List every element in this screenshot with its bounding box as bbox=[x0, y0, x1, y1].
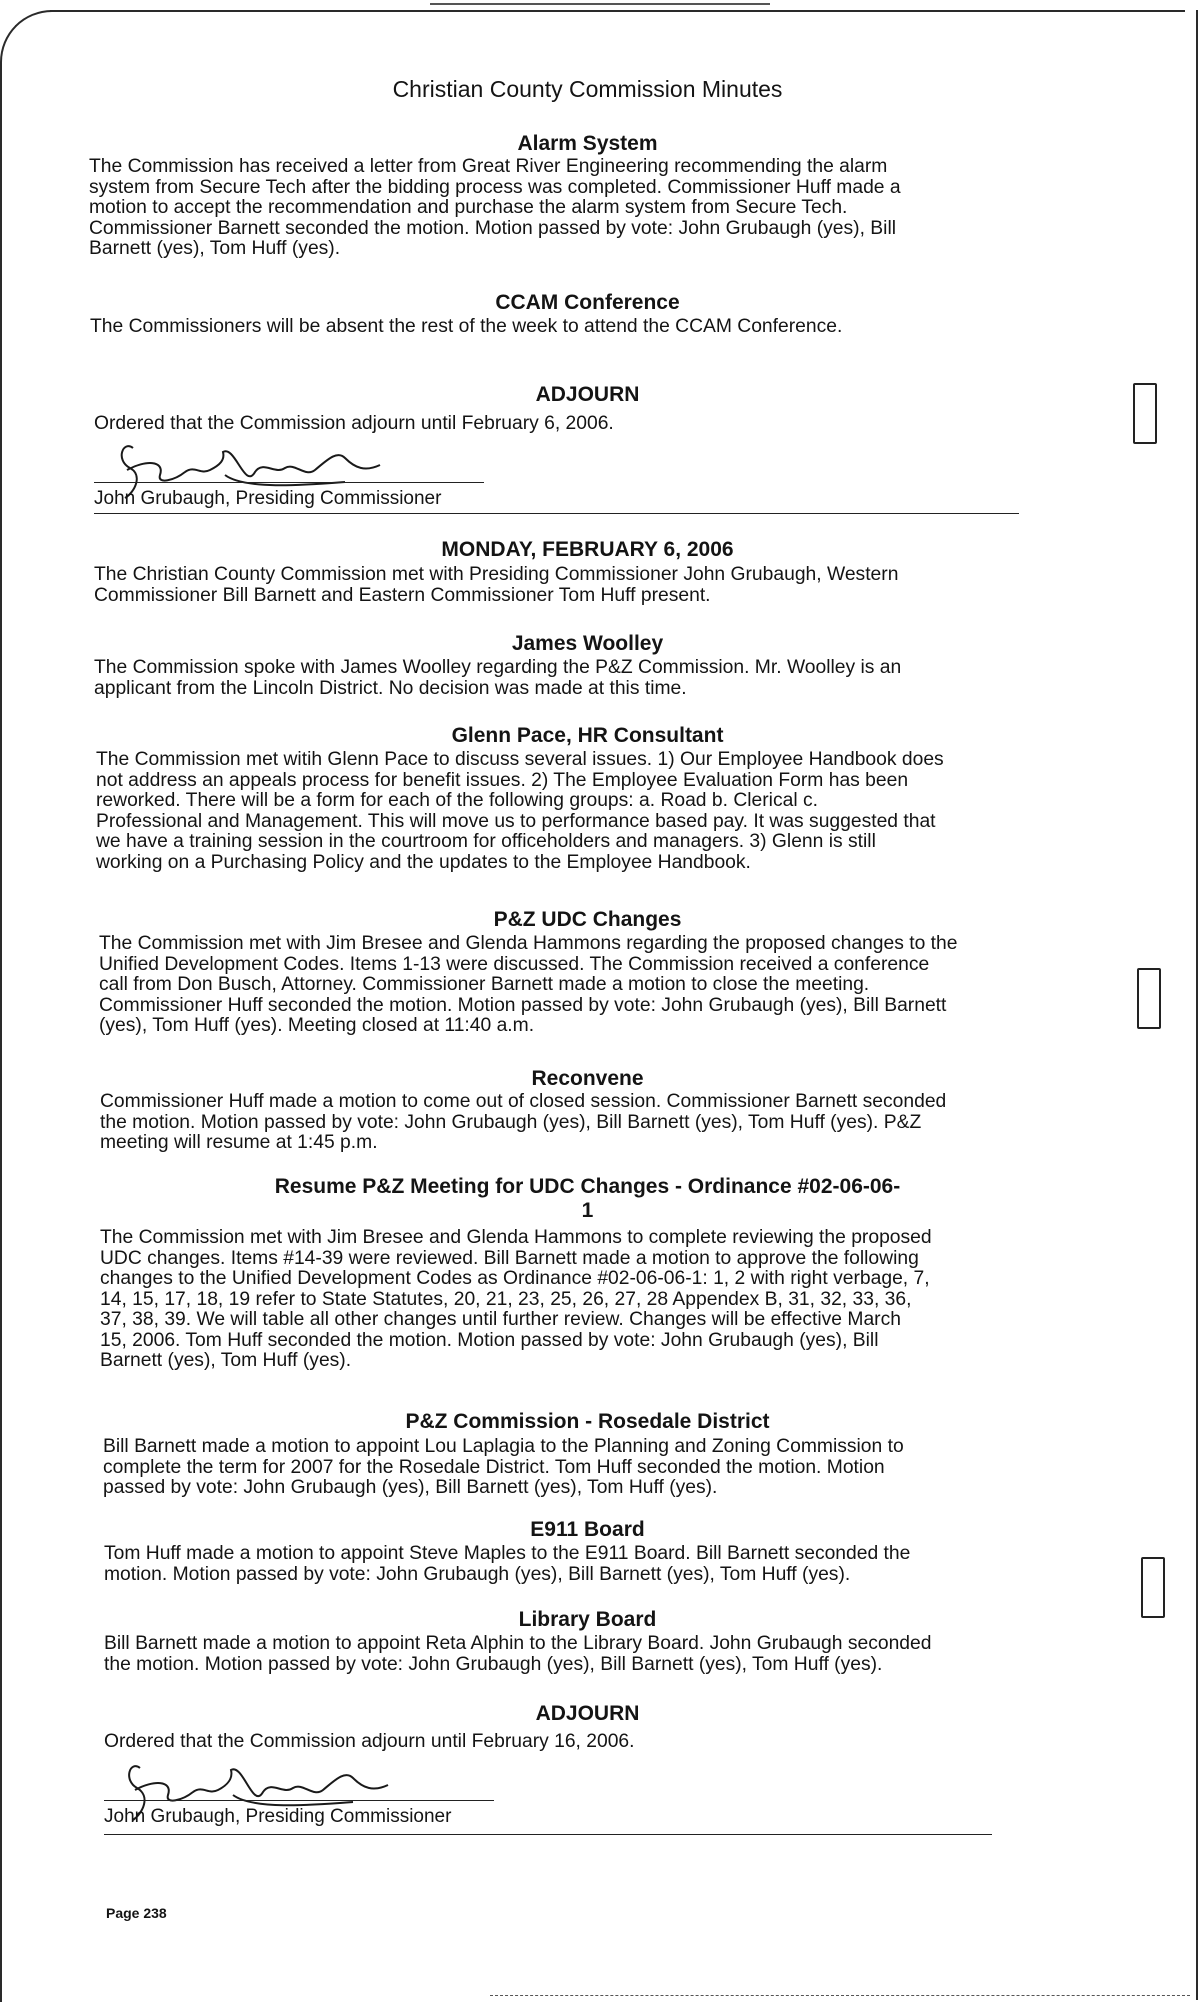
section-text-library-board: Bill Barnett made a motion to appoint Reta Alphin to the Library Board. John Grubaugh seconded the motion. Motion passed by vote: John Grubaugh (yes), Bill Barnett (yes), Tom Huff (yes). bbox=[104, 1633, 932, 1675]
page-border-right bbox=[1196, 10, 1198, 2000]
section-heading-library-board: Library Board bbox=[518, 1608, 657, 1631]
section-text-ccam-conference: The Commissioners will be absent the rest of the week to attend the CCAM Conference. bbox=[90, 316, 843, 337]
signature-line-2 bbox=[104, 1800, 494, 1801]
section-heading-ccam-conference: CCAM Conference bbox=[495, 291, 680, 314]
section-heading-rosedale-district: P&Z Commission - Rosedale District bbox=[405, 1410, 770, 1433]
adjourn-2-text: Ordered that the Commission adjourn until February 16, 2006. bbox=[104, 1731, 635, 1752]
section-text-e911-board: Tom Huff made a motion to appoint Steve Maples to the E911 Board. Bill Barnett seconded the motion. Motion passed by vote: John Grubaugh (yes), Bill Barnett (yes), Tom Huff (yes). bbox=[104, 1543, 911, 1585]
page-border-bottom bbox=[490, 1995, 1190, 1996]
section-heading-e911-board: E911 Board bbox=[530, 1518, 645, 1541]
signature-caption-2: John Grubaugh, Presiding Commissioner bbox=[104, 1806, 452, 1827]
adjourn-1-text: Ordered that the Commission adjourn until February 6, 2006. bbox=[94, 413, 614, 434]
section-heading-reconvene: Reconvene bbox=[531, 1067, 644, 1090]
section-text-meeting-date: The Christian County Commission met with Presiding Commissioner John Grubaugh, Western Commissioner Bill Barnett and Eastern Commissioner Tom Huff present. bbox=[94, 564, 899, 606]
scan-top-mark bbox=[430, 3, 770, 5]
section-divider bbox=[94, 513, 1019, 514]
margin-checkbox-1[interactable] bbox=[1133, 383, 1157, 444]
document-title: Christian County Commission Minutes bbox=[392, 76, 783, 102]
signature-caption-1: John Grubaugh, Presiding Commissioner bbox=[94, 488, 442, 509]
section-text-alarm-system: The Commission has received a letter from Great River Engineering recommending the alarm system from Secure Tech after the bidding process was completed. Commissioner Huff made a motion to accept the recommendation and purchase the alarm system from Secure Tech. Commissioner Barnett seconded the motion. Motion passed by vote: John Grubaugh (yes), Bill Barnett (yes), Tom Huff (yes). bbox=[89, 156, 901, 259]
section-heading-adjourn-2: ADJOURN bbox=[535, 1702, 640, 1725]
section-heading-resume-pz-meeting-line2: 1 bbox=[581, 1199, 594, 1222]
section-heading-adjourn-1: ADJOURN bbox=[535, 383, 640, 406]
section-heading-james-woolley: James Woolley bbox=[511, 632, 664, 655]
section-heading-resume-pz-meeting: Resume P&Z Meeting for UDC Changes - Ordinance #02-06-06- bbox=[274, 1175, 901, 1198]
section-text-pz-udc-changes: The Commission met with Jim Bresee and Glenda Hammons regarding the proposed changes to the Unified Development Codes. Items 1-13 were discussed. The Commission received a conference call from Don Busch, Attorney. Commissioner Barnett made a motion to close the meeting. Commissioner Huff seconded the motion. Motion passed by vote: John Grubaugh (yes), Bill Barnett (yes), Tom Huff (yes). Meeting closed at 11:40 a.m. bbox=[99, 933, 958, 1036]
section-heading-alarm-system: Alarm System bbox=[517, 132, 658, 155]
section-heading-meeting-date: MONDAY, FEBRUARY 6, 2006 bbox=[441, 538, 734, 561]
section-text-reconvene: Commissioner Huff made a motion to come out of closed session. Commissioner Barnett seconded the motion. Motion passed by vote: John Grubaugh (yes), Bill Barnett (yes), Tom Huff (yes). P&Z meeting will resume at 1:45 p.m. bbox=[100, 1091, 947, 1153]
section-text-james-woolley: The Commission spoke with James Woolley regarding the P&Z Commission. Mr. Woolley is an applicant from the Lincoln District. No decision was made at this time. bbox=[94, 657, 902, 699]
closing-divider bbox=[104, 1834, 992, 1835]
section-text-glenn-pace: The Commission met witih Glenn Pace to discuss several issues. 1) Our Employee Handbook does not address an appeals process for benefit issues. 2) The Employee Evaluation Form has been reworked. There will be a form for each of the following groups: a. Road b. Clerical c. Professional and Management. This will move us to performance based pay. It was suggested that we have a training session in the courtroom for officeholders and managers. 3) Glenn is still working on a Purchasing Policy and the updates to the Employee Handbook. bbox=[96, 749, 944, 873]
section-text-resume-pz-meeting: The Commission met with Jim Bresee and Glenda Hammons to complete reviewing the proposed UDC changes. Items #14-39 were reviewed. Bill Barnett made a motion to approve the following changes to the Unified Development Codes as Ordinance #02-06-06-1: 1, 2 with right verbage, 7, 14, 15, 17, 18, 19 refer to State Statutes, 20, 21, 23, 25, 26, 27, 28 Appendex B, 31, 32, 33, 36, 37, 38, 39. We will table all other changes until further review. Changes will be effective March 15, 2006. Tom Huff seconded the motion. Motion passed by vote: John Grubaugh (yes), Bill Barnett (yes), Tom Huff (yes). bbox=[100, 1227, 932, 1371]
section-text-rosedale-district: Bill Barnett made a motion to appoint Lou Laplagia to the Planning and Zoning Commission to complete the term for 2007 for the Rosedale District. Tom Huff seconded the motion. Motion passed by vote: John Grubaugh (yes), Bill Barnett (yes), Tom Huff (yes). bbox=[103, 1436, 904, 1498]
margin-checkbox-3[interactable] bbox=[1141, 1557, 1165, 1618]
page-border-top bbox=[50, 10, 1185, 12]
section-heading-glenn-pace: Glenn Pace, HR Consultant bbox=[451, 724, 724, 747]
margin-checkbox-2[interactable] bbox=[1137, 968, 1161, 1029]
signature-line-1 bbox=[94, 482, 484, 483]
page-number: Page 238 bbox=[106, 1905, 167, 1921]
section-heading-pz-udc-changes: P&Z UDC Changes bbox=[493, 908, 682, 931]
